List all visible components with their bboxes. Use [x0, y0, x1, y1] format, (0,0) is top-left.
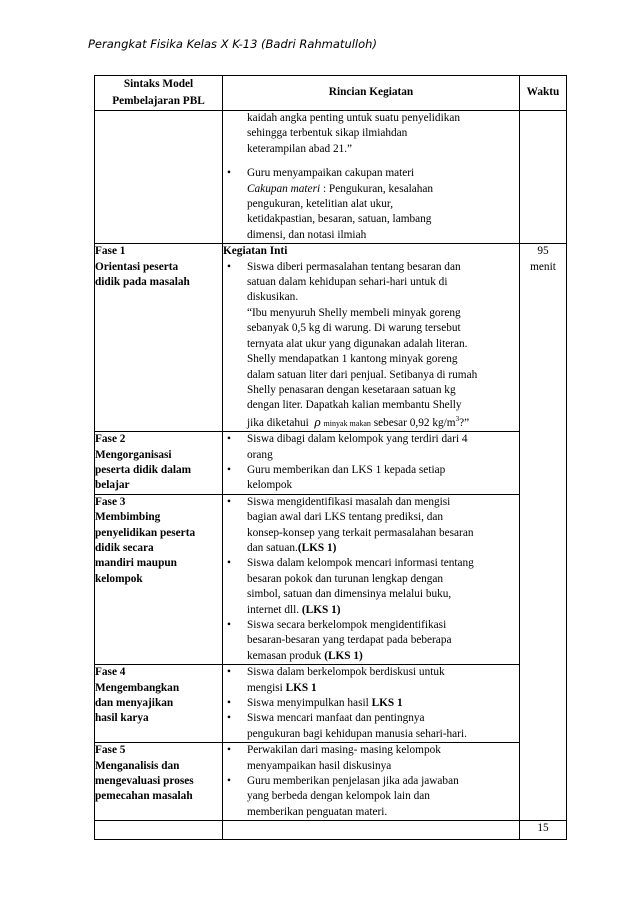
header-waktu: Waktu [520, 76, 567, 111]
list-item: • Siswa dibagi dalam kelompok yang terdiri dari 4 orang [227, 433, 468, 461]
list-item: • Siswa secara berkelompok mengidentifikasi besaran-besaran yang terdapat pada beberapa kemasan produk (LKS 1) [227, 619, 452, 662]
fase2-rincian [223, 432, 520, 495]
header-rincian: Rincian Kegiatan [223, 76, 520, 111]
fase1-rincian [223, 244, 520, 432]
bullet-icon: • [227, 495, 231, 508]
list-item: • Perwakilan dari masing- masing kelompok menyampaikan hasil diskusinya [227, 744, 441, 772]
empty-cell [95, 821, 223, 840]
table-row-fase5 [95, 743, 567, 821]
bullet-icon: • [227, 619, 231, 631]
empty-cell [223, 821, 520, 840]
waktu-cell-main [520, 244, 567, 821]
kegiatan-inti-heading: Kegiatan Inti [223, 245, 288, 258]
fase5-rincian [223, 743, 520, 821]
density-line: jika diketahui ρ minyak makan sebesar 0,92 $kg/m^3$?” [247, 413, 470, 429]
rincian-continuation [223, 111, 520, 244]
waktu-unit: menit [530, 260, 556, 273]
list-item: • Siswa mencari manfaat dan pentingnya pengukuran bagi kehidupan manusia sehari-hari. [227, 712, 467, 740]
cakupan-label: Cakupan materi [247, 182, 321, 195]
bullet-icon: • [227, 666, 231, 679]
list-item: • Siswa diberi permasalahan tentang besaran dan satuan dalam kehidupan sehari-hari untuk di diskusikan. “Ibu menyuruh Shelly membeli minyak goreng sebanyak 0,5 kg di warung. Di warung tersebut ternyata alat ukur yang digunakan adalah literan. Shelly mendapatkan 1 kantong minyak goreng dalam satuan liter dari penjual. Setibanya di rumah Shelly penasaran dengan kesetaraan satuan kg dengan liter. Dapatkah kalian membantu Shelly jika diketahui ρ minyak makan sebesar 0,92 $kg/m^3$?” [223, 260, 519, 431]
fase3-label: Fase 3 Membimbing penyelidikan peserta didik secara mandiri maupun kelompok [95, 494, 223, 664]
list-item: • Siswa dalam kelompok mencari informasi tentang besaran pokok dan turunan lengkap dengan simbol, satuan dan dimensinya melalui buku, internet dll. (LKS 1) [227, 557, 474, 616]
bullet-icon: • [227, 557, 231, 570]
bullet-icon: • [227, 744, 231, 757]
page-number: 15 [520, 821, 567, 840]
document-header-title: Perangkat Fisika Kelas X K-13 (Badri Rahmatulloh) [88, 37, 377, 51]
quote-continuation: kaidah angka penting untuk suatu penyelidikan sehingga terbentuk sikap ilmiahdan keterampilan abad 21.” [247, 112, 461, 155]
fase1-label: Fase 1 Orientasi peserta didik pada masalah [95, 244, 223, 432]
table-row-fase2 [95, 432, 567, 495]
lesson-activity-table [94, 75, 567, 840]
fase3-rincian [223, 494, 520, 664]
list-item: • Siswa dalam berkelompok berdiskusi untuk mengisi LKS 1 [227, 666, 445, 694]
fase5-label: Fase 5 Menganalisis dan mengevaluasi proses pemecahan masalah [95, 743, 223, 821]
bullet-icon: • [227, 167, 231, 180]
waktu-value: 95 [537, 245, 549, 258]
header-sintaks: Sintaks Model Pembelajaran PBL [95, 76, 223, 111]
fase4-label: Fase 4 Mengembangkan dan menyajikan hasil karya [95, 665, 223, 743]
fase4-rincian [223, 665, 520, 743]
table-row-fase4 [95, 665, 567, 743]
bullet-icon: • [227, 697, 231, 710]
list-item: • Siswa menyimpulkan hasil LKS 1 [223, 696, 519, 711]
sintaks-cell-empty [95, 111, 223, 244]
bullet-icon: • [227, 260, 231, 273]
waktu-cell-empty [520, 111, 567, 244]
fase2-label: Fase 2 Mengorganisasi peserta didik dalam belajar [95, 432, 223, 495]
table-row-page-number [95, 821, 567, 840]
table-header-row [95, 76, 567, 111]
list-item: • Siswa mengidentifikasi masalah dan mengisi bagian awal dari LKS tentang prediksi, dan konsep-konsep yang terkait permasalahan besaran dan satuan.(LKS 1) [227, 495, 474, 554]
table-row-fase3 [95, 494, 567, 664]
table-row-fase1 [95, 244, 567, 432]
list-item: • Guru memberikan penjelasan jika ada jawaban yang berbeda dengan kelompok lain dan memberikan penguatan materi. [227, 775, 459, 818]
bullet-icon: • [227, 463, 231, 476]
bullet-icon: • [227, 433, 231, 446]
bullet-icon: • [227, 712, 231, 725]
table-row-continuation [95, 111, 567, 244]
list-item: • Guru menyampaikan cakupan materi Cakupan materi : Pengukuran, kesalahan pengukuran, ketelitian alat ukur, ketidakpastian, besaran, satuan, lambang dimensi, dan notasi ilmiah [227, 167, 434, 241]
list-item: • Guru memberikan dan LKS 1 kepada setiap kelompok [227, 463, 446, 492]
bullet-icon: • [227, 775, 231, 788]
rho-symbol: ρ [314, 413, 321, 429]
